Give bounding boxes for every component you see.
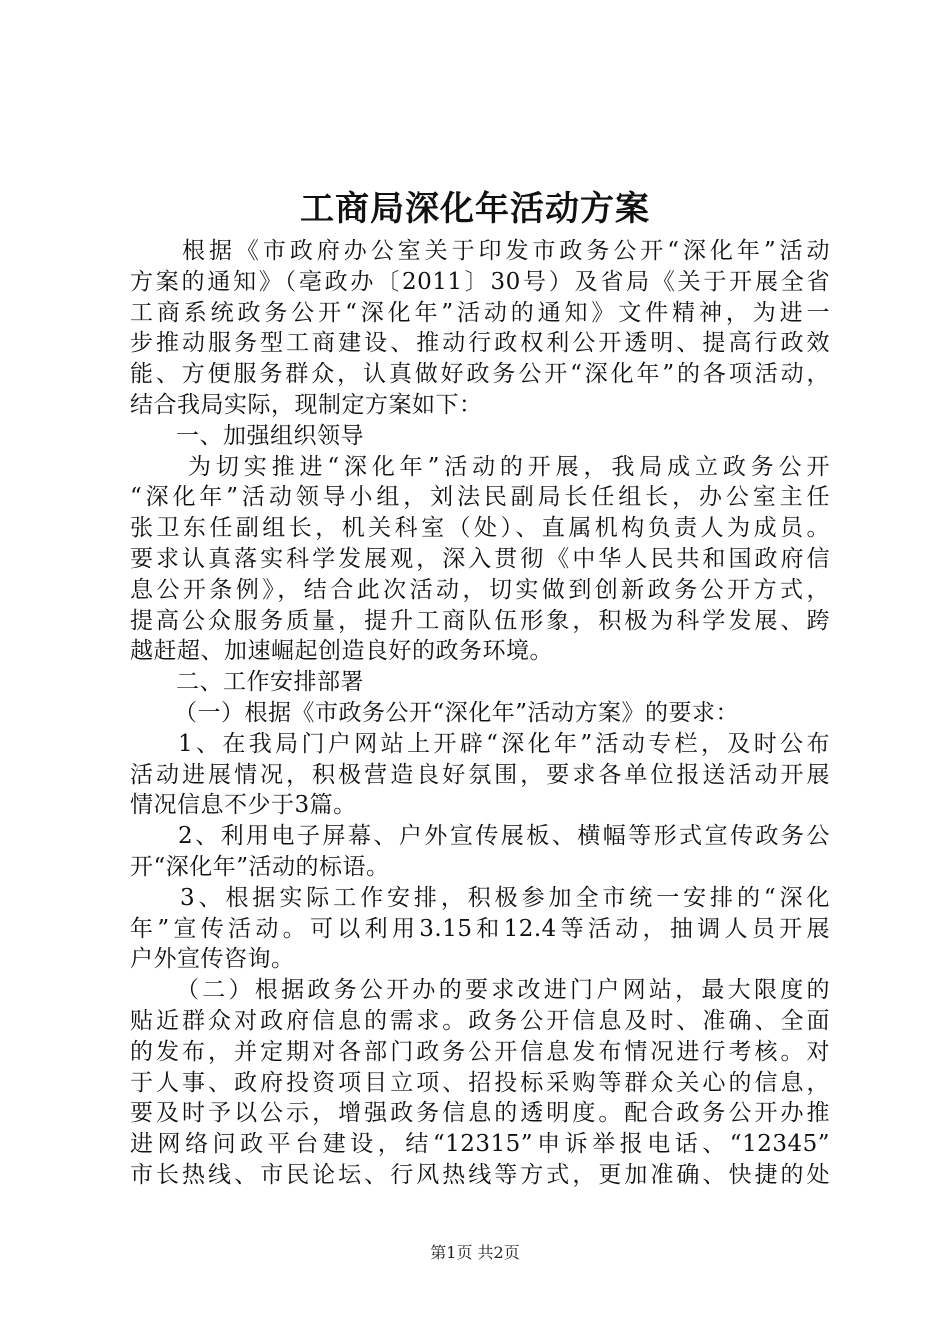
document-title: 工商局深化年活动方案 [300, 189, 650, 229]
body-line: 进网络问政平台建设，结“12315”申诉举报电话、“12345” [130, 1131, 830, 1158]
body-line: 情况信息不少于3篇。 [130, 792, 357, 819]
body-line: 息公开条例》，结合此次活动，切实做到创新政务公开方式， [130, 576, 830, 603]
body-line: 贴近群众对政府信息的需求。政务公开信息及时、准确、全面 [130, 1007, 830, 1034]
body-line: 年”宣传活动。可以利用3.15和12.4等活动，抽调人员开展 [130, 915, 830, 942]
body-line: 根据《市政府办公室关于印发市政务公开“深化年”活动 [182, 238, 830, 264]
body-line: 能、方便服务群众，认真做好政务公开“深化年”的各项活动， [130, 361, 830, 388]
body-line: 2、利用电子屏幕、户外宣传展板、横幅等形式宣传政务公 [178, 823, 830, 850]
body-line: （二）根据政务公开办的要求改进门户网站，最大限度的 [176, 977, 830, 1004]
body-line: 开“深化年”活动的标语。 [130, 853, 390, 880]
body-line: 步推动服务型工商建设、推动行政权利公开透明、提高行政效 [130, 330, 830, 357]
body-line: 3、根据实际工作安排，积极参加全市统一安排的“深化 [180, 884, 830, 911]
body-line: 要及时予以公示，增强政务信息的透明度。配合政务公开办推 [130, 1100, 830, 1127]
body-line: 市长热线、市民论坛、行风热线等方式，更加准确、快捷的处 [130, 1161, 830, 1188]
body-line: 越赶超、加速崛起创造良好的政务环境。 [130, 638, 553, 665]
body-line: 二、工作安排部署 [176, 669, 364, 696]
body-line: 一、加强组织领导 [176, 422, 364, 449]
body-line: 1、在我局门户网站上开辟“深化年”活动专栏，及时公布 [178, 730, 830, 757]
body-line: “深化年”活动领导小组，刘法民副局长任组长，办公室主任 [130, 484, 830, 511]
body-line: 于人事、政府投资项目立项、招投标采购等群众关心的信息， [130, 1069, 830, 1096]
body-line: 为切实推进“深化年”活动的开展，我局成立政务公开 [188, 453, 830, 480]
body-line: 方案的通知》（亳政办〔2011〕30号）及省局《关于开展全省 [130, 268, 830, 295]
body-line: 活动进展情况，积极营造良好氛围，要求各单位报送活动开展 [130, 761, 830, 788]
body-line: （一）根据《市政务公开“深化年”活动方案》的要求： [174, 699, 740, 726]
body-line: 工商系统政务公开“深化年”活动的通知》文件精神，为进一 [130, 299, 830, 326]
body-line: 张卫东任副组长，机关科室（处）、直属机构负责人为成员。 [130, 515, 830, 542]
body-line: 提高公众服务质量，提升工商队伍形象，积极为科学发展、跨 [130, 607, 830, 634]
body-line: 户外宣传咨询。 [130, 946, 295, 973]
body-line: 的发布，并定期对各部门政务公开信息发布情况进行考核。对 [130, 1038, 830, 1065]
body-line: 结合我局实际，现制定方案如下： [130, 391, 483, 418]
body-line: 要求认真落实科学发展观，深入贯彻《中华人民共和国政府信 [130, 545, 830, 572]
document-body [130, 236, 830, 1191]
page-footer: 第1页 共2页 [430, 1243, 520, 1262]
